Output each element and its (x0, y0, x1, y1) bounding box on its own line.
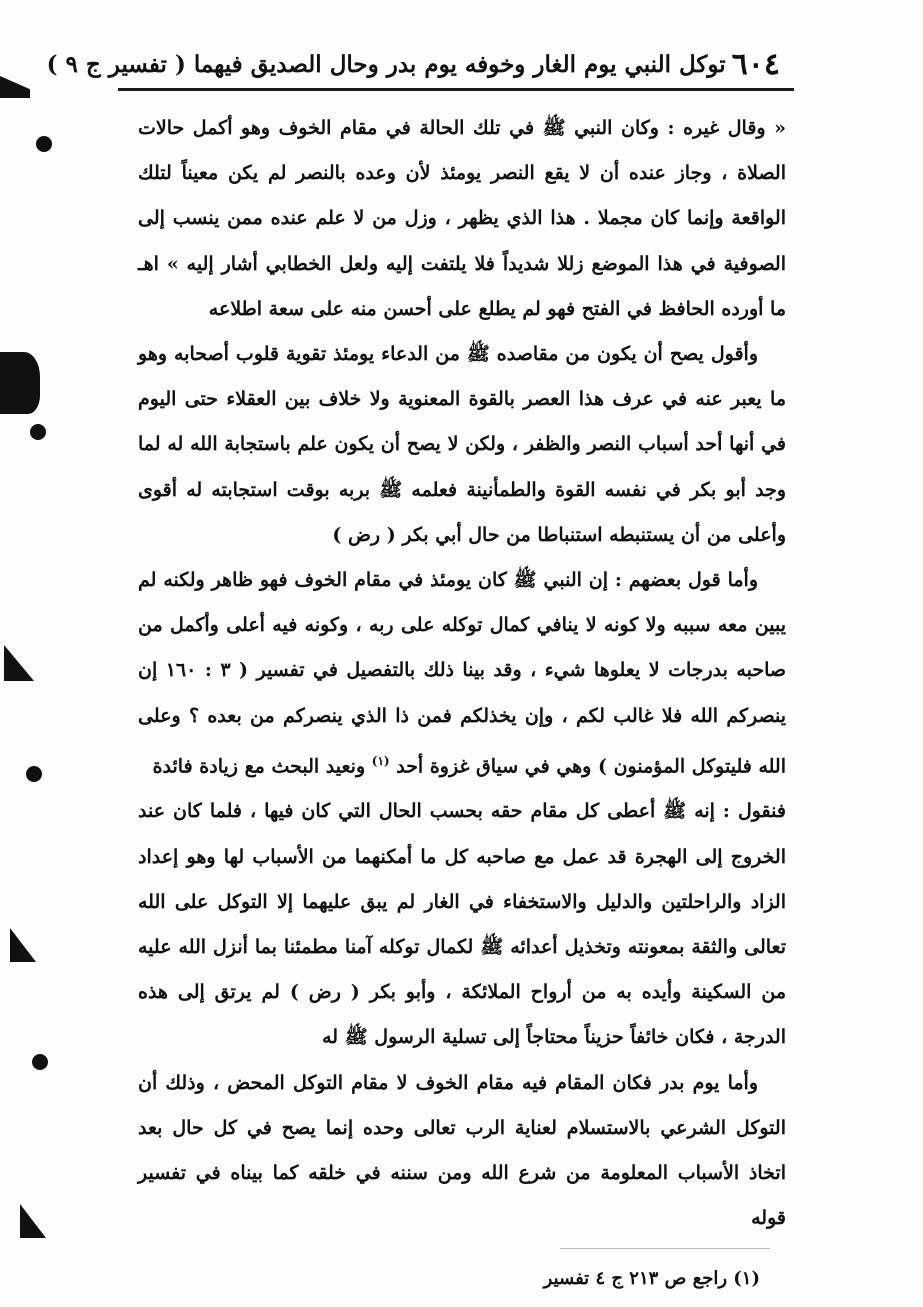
scan-artifact-dot (32, 1054, 48, 1070)
scan-artifact-dot (26, 766, 42, 782)
running-header (46, 44, 780, 84)
paragraph: وأما يوم بدر فكان المقام فيه مقام الخوف لا مقام التوكل المحض ، وذلك أن التوكل الشرعي بالاستسلام لعناية الرب تعالى وحده إنما يصح في كل حال بعد اتخاذ الأسباب المعلومة من شرع الله ومن سننه في خلقه كما بيناه في تفسير قوله (138, 1071, 786, 1230)
header-title: توكل النبي يوم الغار وخوفه يوم بدر وحال الصديق فيهما ( تفسير ج ٩ ) (46, 50, 726, 78)
scan-artifact-top (0, 76, 30, 98)
scan-artifact-dot (36, 136, 52, 152)
paragraph (138, 558, 786, 789)
paragraph-text: وأما قول بعضهم : إن النبي ﷺ كان يومئذ في مقام الخوف فهو ظاهر ولكنه لم يبين معه سببه ولا كونه لا ينافي كمال توكله على ربه ، وكونه فيه أعلى وأكمل من صاحبه بدرجات لا يعلوها شيء ، وقد بينا ذلك بالتفصيل في تفسير ( ٣ : ١٦٠ إن ينصركم الله فلا غالب لكم ، وإن يخذلكم فمن ذا الذي ينصركم من بعده ؟ وعلى الله فليتوكل المؤمنون ) وهي في سياق غزوة أحد (138, 569, 787, 778)
paragraph: « وقال غيره : وكان النبي ﷺ في تلك الحالة في مقام الخوف وهو أكمل حالات الصلاة ، وجاز عنده أن لا يقع النصر يومئذ لأن وعده بالنصر لم يكن معيناً لتلك الواقعة وإنما كان مجملا . هذا الذي يظهر ، وزل من لا علم عنده ممن ينسب إلى الصوفية في هذا الموضع زللا شديداً فلا يلتفت إليه ولعل الخطابي أشار إليه » اهـ ما أورده الحافظ في الفتح فهو لم يطلع على أحسن منه على سعة اطلاعه (138, 117, 786, 320)
scan-artifact-tri (20, 1204, 46, 1238)
footnote-rule (560, 1248, 770, 1249)
paragraph: فنقول : إنه ﷺ أعطى كل مقام حقه بحسب الحال التي كان فيها ، فلما كان عند الخروج إلى الهجرة قد عمل مع صاحبه كل ما أمكنهما من الأسباب لها وهو إعداد الزاد والراحلتين والدليل والاستخفاء في الغار لم يبق عليهما إلا التوكل على الله تعالى والثقة بمعونته وتخذيل أعدائه ﷺ لكمال توكله آمنا مطمئنا بما أنزل الله عليه من السكينة وأيده به من أرواح الملائكة ، وأبو بكر ( رض ) لم يرتق إلى هذه الدرجة ، فكان خائفاً حزيناً محتاجاً إلى تسلية الرسول ﷺ له (138, 800, 786, 1049)
footnote: (١) راجع ص ٢١٣ ج ٤ تفسير (543, 1268, 760, 1289)
page-number: ٦٠٤ (731, 46, 780, 82)
paragraph: وأقول يصح أن يكون من مقاصده ﷺ من الدعاء يومئذ تقوية قلوب أصحابه وهو ما يعبر عنه في عرف هذا العصر بالقوة المعنوية ولا خلاف بين العقلاء حتى اليوم في أنها أحد أسباب النصر والظفر ، ولكن لا يصح أن يكون علم باستجابة الله له لما وجد أبو بكر في نفسه القوة والطمأنينة فعلمه ﷺ بربه بوقت استجابته له أقوى وأعلى من أن يستنبطه استنباطا من حال أبي بكر ( رض ) (138, 343, 786, 546)
body-text (138, 106, 786, 1241)
paragraph-text: ونعيد البحث مع زيادة فائدة (152, 755, 366, 778)
header-rule (118, 88, 794, 91)
footnote-ref: (١) (371, 753, 390, 768)
scan-artifact-dot (30, 424, 46, 440)
scan-artifact-blob (0, 352, 40, 414)
scan-artifact-tri (4, 645, 34, 681)
scan-artifact-tri (10, 928, 36, 962)
